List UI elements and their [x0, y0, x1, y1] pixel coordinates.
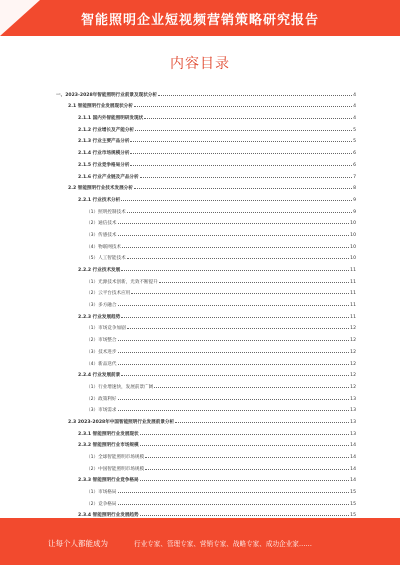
toc-dot-leader: [118, 340, 350, 341]
toc-entry[interactable]: [56, 331, 356, 343]
toc-entry-page: 5: [353, 139, 356, 145]
toc-entry[interactable]: [56, 261, 356, 273]
toc-entry-label: （2）竞争格局: [86, 501, 117, 507]
toc-entry[interactable]: [56, 472, 356, 484]
toc-dot-leader: [131, 293, 349, 294]
toc-entry-page: 14: [350, 466, 356, 472]
toc-entry[interactable]: [56, 226, 356, 238]
toc-entry-page: 12: [350, 326, 356, 332]
toc-entry-label: 2.3.1 智能照明行业发展现状: [78, 431, 139, 437]
toc-entry-page: 6: [353, 151, 356, 157]
toc-entry-label: （4）新品迭代: [86, 361, 117, 367]
footer-banner: [0, 518, 400, 565]
toc-dot-leader: [118, 399, 350, 400]
toc-entry-page: 10: [350, 256, 356, 262]
toc-entry-page: 11: [350, 268, 356, 273]
toc-entry-label: （1）全球智能照明市场规模: [86, 455, 145, 460]
toc-entry-label: 一、2023-2028年智能照明行业前景及现状分析: [56, 92, 157, 98]
toc-entry-label: 2.3.3 智能照明行业竞争格局: [78, 478, 139, 484]
toc-entry-label: 2.3 2023-2028年中国智能照明行业发展前景分析: [68, 419, 175, 425]
toc-entry-page: 11: [350, 314, 356, 320]
toc-entry[interactable]: [56, 483, 356, 495]
toc-entry-label: 2.1.5 行业竞争格局分析: [78, 162, 130, 168]
toc-dot-leader: [118, 223, 350, 224]
toc-entry-page: 11: [350, 291, 356, 297]
toc-entry-label: 2.3.2 智能照明行业市场规模: [78, 443, 139, 449]
toc-entry-page: 12: [350, 349, 356, 355]
toc-entry[interactable]: [56, 308, 356, 320]
toc-entry-page: 14: [350, 455, 356, 460]
toc-entry-label: （3）技术进步: [86, 349, 117, 355]
toc-entry-page: 15: [350, 501, 356, 507]
toc-dot-leader: [121, 200, 352, 201]
toc-entry-page: 14: [350, 443, 356, 449]
toc-entry[interactable]: [56, 460, 356, 472]
toc-dot-leader: [118, 364, 350, 365]
toc-entry[interactable]: [56, 367, 356, 379]
toc-entry[interactable]: [56, 250, 356, 262]
header-banner: [0, 0, 400, 36]
toc-entry-label: （2）政策利好: [86, 396, 117, 402]
toc-dot-leader: [118, 235, 350, 236]
toc-entry-label: （1）照明控制技术: [86, 209, 126, 215]
toc-entry-label: 2.2.2 行业技术发展: [78, 268, 121, 273]
toc-entry-page: 15: [350, 513, 356, 519]
toc-entry-label: （3）多方融合: [86, 303, 117, 309]
toc-dot-leader: [130, 153, 352, 154]
toc-entry-label: 2.1.6 行业产业链及产品分析: [78, 174, 139, 180]
toc-entry-page: 7: [353, 174, 356, 180]
toc-entry-page: 13: [350, 431, 356, 437]
toc-entry-label: 2.2.4 行业发展前景: [78, 373, 121, 379]
toc-dot-leader: [130, 141, 352, 142]
toc-entry-page: 12: [350, 361, 356, 367]
toc-entry-label: （1）行业增速快，发展前景广阔: [86, 384, 154, 390]
toc-entry-label: 2.3.4 智能照明行业发展趋势: [78, 513, 139, 519]
toc-entry[interactable]: [56, 238, 356, 250]
toc-entry-page: 12: [350, 373, 356, 379]
toc-entry[interactable]: [56, 156, 356, 168]
toc-entry[interactable]: [56, 390, 356, 402]
toc-dot-leader: [134, 188, 352, 189]
toc-dot-leader: [140, 445, 350, 446]
toc-entry-page: 4: [353, 92, 356, 98]
toc-dot-leader: [140, 515, 350, 516]
toc-entry-page: 9: [353, 197, 356, 203]
toc-entry-label: 2.1 智能照明行业发展现状分析: [68, 104, 133, 110]
toc-dot-leader: [121, 375, 349, 376]
toc-dot-leader: [118, 410, 350, 411]
toc-entry-label: 2.1.4 行业市场规模分析: [78, 151, 130, 157]
toc-entry-page: 14: [350, 478, 356, 484]
toc-entry[interactable]: [56, 495, 356, 507]
toc-dot-leader: [144, 118, 352, 119]
toc-entry-page: 5: [353, 127, 356, 133]
toc-dot-leader: [127, 258, 349, 259]
toc-dot-leader: [122, 247, 349, 248]
toc-entry-label: 2.1.2 行业增长及产能分析: [78, 127, 135, 133]
toc-entry-page: 4: [353, 104, 356, 110]
footer-tags: 行业专家、管理专家、营销专家、战略专家、成功企业家……: [134, 540, 313, 548]
toc-dot-leader: [159, 282, 349, 283]
toc-entry[interactable]: [56, 296, 356, 308]
toc-dot-leader: [140, 177, 352, 178]
toc-dot-leader: [175, 422, 349, 423]
toc-dot-leader: [121, 317, 349, 318]
toc-entry-page: 9: [353, 209, 356, 215]
toc-dot-leader: [127, 212, 352, 213]
toc-entry-label: （2）云平台技术应用: [86, 291, 131, 297]
toc-dot-leader: [135, 130, 352, 131]
toc-entry-page: 8: [353, 186, 356, 192]
toc-entry-label: （1）市场格局: [86, 490, 117, 496]
toc-dot-leader: [118, 352, 350, 353]
toc-entry[interactable]: [56, 98, 356, 110]
toc-entry-label: （1）市场竞争加剧: [86, 326, 126, 332]
toc-entry-page: 11: [350, 279, 356, 285]
toc-entry-label: 2.2.1 行业技术分析: [78, 197, 121, 203]
toc-entry[interactable]: [56, 121, 356, 133]
toc-entry[interactable]: [56, 86, 356, 98]
toc-entry[interactable]: [56, 273, 356, 285]
toc-entry-label: （2）中国智能照明市场规模: [86, 466, 145, 472]
toc-entry[interactable]: [56, 507, 356, 519]
toc-dot-leader: [158, 95, 352, 96]
toc-entry-page: 6: [353, 162, 356, 168]
toc-entry[interactable]: [56, 378, 356, 390]
toc-dot-leader: [121, 270, 349, 271]
toc-entry-page: 10: [350, 232, 356, 238]
toc-entry-page: 11: [350, 303, 356, 309]
toc-entry-page: 13: [350, 408, 356, 414]
toc-entry[interactable]: [56, 437, 356, 449]
toc-dot-leader: [145, 457, 349, 458]
toc-entry[interactable]: [56, 425, 356, 437]
toc-entry-page: 12: [350, 384, 356, 390]
toc-entry[interactable]: [56, 413, 356, 425]
toc-entry-label: （4）物联网技术: [86, 244, 122, 250]
toc-entry[interactable]: [56, 402, 356, 414]
toc-entry-page: 4: [353, 116, 356, 122]
toc-dot-leader: [118, 504, 350, 505]
toc-dot-leader: [140, 434, 350, 435]
toc-entry[interactable]: [56, 343, 356, 355]
toc-entry-label: （2）市场整合: [86, 338, 117, 344]
toc-entry-label: 2.1.1 国内外智能照明研发现状: [78, 116, 144, 122]
toc-entry[interactable]: [56, 215, 356, 227]
toc-entry-label: 2.2 智能照明行业技术发展分析: [68, 186, 133, 192]
toc-dot-leader: [118, 492, 350, 493]
toc-entry-label: （3）市场需求: [86, 408, 117, 414]
toc-entry[interactable]: [56, 448, 356, 460]
toc-entry[interactable]: [56, 191, 356, 203]
toc-entry[interactable]: [56, 168, 356, 180]
toc-dot-leader: [145, 469, 349, 470]
toc-entry[interactable]: [56, 133, 356, 145]
toc-dot-leader: [118, 305, 350, 306]
toc-entry-label: （5）人工智能技术: [86, 256, 126, 262]
toc-dot-leader: [134, 106, 352, 107]
toc-entry-label: 2.2.3 行业发展趋势: [78, 314, 121, 320]
toc-entry[interactable]: [56, 320, 356, 332]
toc-entry-page: 10: [350, 221, 356, 227]
toc-entry-page: 10: [350, 244, 356, 250]
toc-dot-leader: [140, 480, 350, 481]
toc-entry[interactable]: [56, 355, 356, 367]
toc-entry-page: 13: [350, 419, 356, 425]
toc-entry-label: （2）通信技术: [86, 221, 117, 227]
toc-entry[interactable]: [56, 144, 356, 156]
toc-entry-label: 2.1.3 行业主要产品分析: [78, 139, 130, 145]
toc-entry[interactable]: [56, 109, 356, 121]
report-title: 智能照明企业短视频营销策略研究报告: [80, 13, 319, 28]
toc-entry-page: 15: [350, 490, 356, 496]
toc-entry-label: （1）光源技术创新，光效不断提升: [86, 279, 158, 285]
toc-entry[interactable]: [56, 285, 356, 297]
toc-heading: 内容目录: [170, 56, 230, 72]
toc-entry-label: （3）传感技术: [86, 232, 117, 238]
toc-dot-leader: [154, 387, 349, 388]
toc-dot-leader: [127, 328, 349, 329]
toc-entry-page: 12: [350, 338, 356, 344]
footer-slogan: 让每个人都能成为: [48, 539, 108, 548]
toc-entry-page: 13: [350, 396, 356, 402]
table-of-contents: [56, 86, 356, 542]
toc-entry[interactable]: [56, 180, 356, 192]
toc-entry[interactable]: [56, 203, 356, 215]
toc-dot-leader: [130, 165, 352, 166]
